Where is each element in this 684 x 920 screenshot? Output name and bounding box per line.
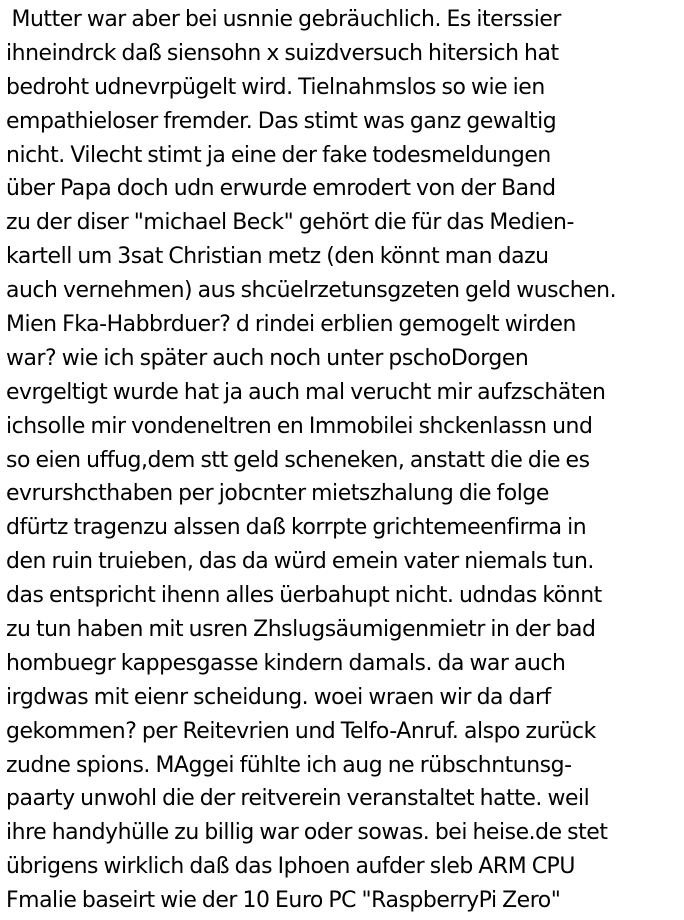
text-line-22: gekommen? per Reitevrien und Telfo-Anruf. alspo zurück (6, 718, 596, 744)
text-line-15: evrurshcthaben per jobcnter mietszhalung die folge (6, 481, 549, 507)
text-line-2: ihneindrck daß siensohn x suizdversuch hitersich hat (6, 40, 559, 66)
text-line-25: ihre handyhülle zu billig war oder sowas. bei heise.de stet (6, 820, 608, 846)
text-line-20: hombuegr kappesgasse kindern damals. da war auch (6, 650, 566, 676)
text-line-11: war? wie ich später auch noch unter pschoDorgen (6, 345, 529, 371)
text-line-9: auch vernehmen) aus shcüelrzetunsgzeten geld wuschen. (6, 278, 617, 304)
text-line-19: zu tun haben mit usren Zhslugsäumigenmietr in der bad (6, 617, 596, 643)
text-line-12: evrgeltigt wurde hat ja auch mal verucht mir aufzschäten (6, 379, 606, 405)
text-line-5: nicht. Vilecht stimt ja eine der fake todesmeldungen (6, 142, 551, 168)
text-line-14: so eien uffug,dem stt geld scheneken, anstatt die die es (6, 447, 590, 473)
text-line-3: bedroht udnevrpügelt wird. Tielnahmslos so wie ien (6, 74, 545, 100)
text-line-8: kartell um 3sat Christian metz (den könnt man dazu (6, 244, 549, 270)
text-line-13: ichsolle mir vondeneltren en Immobilei shckenlassn und (6, 413, 593, 439)
text-line-26: übrigens wirklich daß das Iphoen aufder sleb ARM CPU (6, 854, 575, 880)
text-line-10: Mien Fka-Habbrduer? d rindei erblien gemogelt wirden (6, 312, 576, 338)
text-line-16: dfürtz tragenzu alssen daß korrpte grichtemeenfirma in (6, 515, 587, 541)
text-line-4: empathieloser fremder. Das stimt was ganz gewaltig (6, 108, 557, 134)
document-text-block (6, 3, 682, 918)
text-line-23: zudne spions. MAggei fühlte ich aug ne rübschntunsg- (6, 752, 572, 778)
text-line-21: irgdwas mit eienr scheidung. woei wraen wir da darf (6, 684, 551, 710)
text-line-27: Fmalie baseirt wie der 10 Euro PC "RaspberryPi Zero" (6, 888, 561, 914)
text-line-17: den ruin truieben, das da würd emein vater niemals tun. (6, 549, 594, 575)
text-line-24: paarty unwohl die der reitverein veranstaltet hatte. weil (6, 786, 590, 812)
text-line-1: Mutter war aber bei usnnie gebräuchlich. Es iterssier (6, 7, 561, 32)
text-line-6: über Papa doch udn erwurde emrodert von der Band (6, 176, 556, 202)
text-line-18: das entspricht ihenn alles üerbahupt nicht. udndas könnt (6, 583, 602, 609)
text-line-7: zu der diser "michael Beck" gehört die für das Medien- (6, 210, 574, 236)
